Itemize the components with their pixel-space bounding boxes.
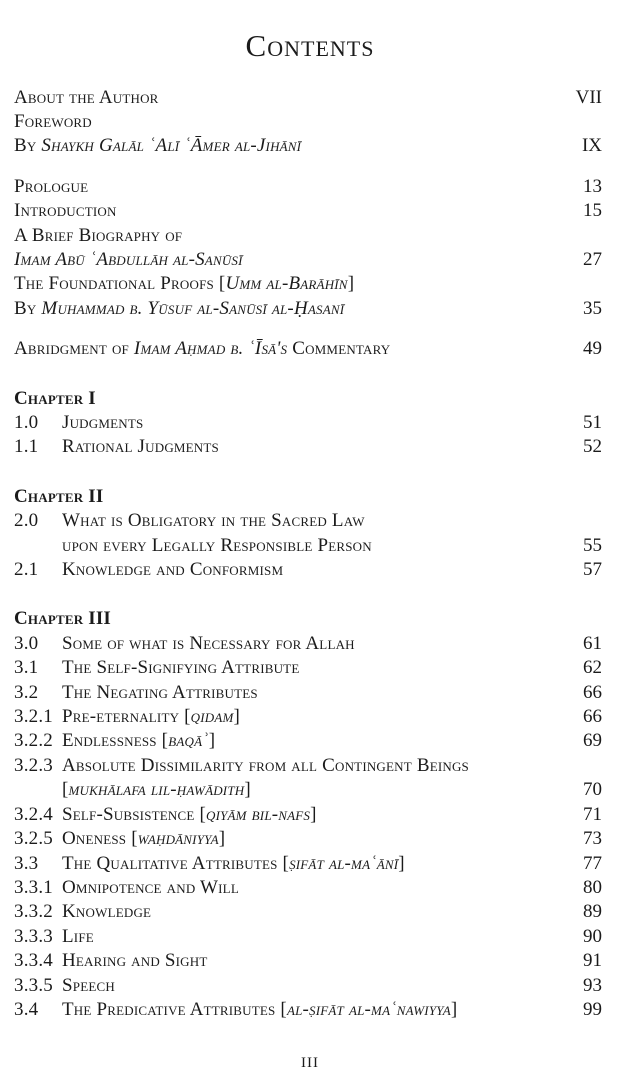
toc-entry	[14, 534, 602, 558]
toc-entry	[14, 681, 602, 705]
toc-entry	[14, 729, 602, 753]
toc-entry-title: Oneness [waḥdāniyya]	[62, 828, 226, 850]
toc-entry	[14, 656, 602, 680]
toc-chapter-heading	[14, 485, 602, 509]
toc-entry-title: Imam Abū ʿAbdullāh al-Sanūsī	[14, 248, 243, 270]
toc-entry-page: 80	[583, 876, 602, 898]
toc-entry-title: Prologue	[14, 175, 89, 197]
toc-entry-number: 1.0	[14, 412, 39, 433]
toc-entry-page: IX	[581, 135, 602, 157]
toc-entry-title: Judgments	[62, 412, 144, 433]
toc-entry-page: 69	[583, 730, 602, 752]
toc-entry	[14, 632, 602, 656]
toc-entry-title: Abridgment of Imam Aḥmad b. ʿĪsā's Commentary	[14, 338, 391, 360]
toc-entry-page: 66	[583, 706, 602, 728]
toc-entry-title: The Negating Attributes	[62, 681, 258, 703]
toc-entry-page: 51	[583, 412, 602, 433]
toc-entry	[14, 224, 602, 248]
toc-entry-page: 49	[583, 338, 602, 360]
toc-entry	[14, 876, 602, 900]
toc-entry-page: 15	[583, 200, 602, 222]
toc-entry-title: By Shaykh Galāl ʿAlī ʿĀmer al-Jihānī	[14, 135, 302, 157]
toc-entry	[14, 803, 602, 827]
toc-entry-page: 99	[583, 998, 602, 1020]
toc-entry	[14, 754, 602, 778]
toc-entry	[14, 925, 602, 949]
toc-entry-title: Speech	[62, 974, 115, 996]
toc-entry-number: 3.3.5	[14, 974, 53, 996]
toc-entry	[14, 411, 602, 435]
toc-entry	[14, 778, 602, 802]
toc-entry	[14, 949, 602, 973]
toc-entry-page: 91	[583, 950, 602, 972]
toc-entry-title: Chapter III	[14, 608, 112, 630]
toc-entry	[14, 134, 602, 158]
toc-entry-number: 2.0	[14, 510, 39, 532]
toc-entry-title: Rational Judgments	[62, 436, 219, 458]
toc-entry-title: The Self-Signifying Attribute	[62, 657, 300, 679]
toc-entry-page: 35	[583, 297, 602, 319]
toc-entry-number: 3.3.1	[14, 876, 53, 898]
toc-entry-page: 55	[583, 534, 602, 556]
toc-entry-page: 66	[583, 681, 602, 703]
toc-entry-page: 73	[583, 828, 602, 850]
toc-entry	[14, 852, 602, 876]
toc-entry-title: [mukhālafa lil-ḥawādith]	[62, 779, 251, 801]
toc-entry-number: 2.1	[14, 559, 39, 581]
toc-entry-title: What is Obligatory in the Sacred Law	[62, 510, 365, 532]
toc-entry-title: The Predicative Attributes [al-ṣifāt al-maʿnawiyya]	[62, 998, 458, 1020]
contents-page	[0, 21, 620, 1084]
toc-entry-number: 3.0	[14, 632, 39, 654]
toc-entry-title: Absolute Dissimilarity from all Contingent Beings	[62, 754, 469, 776]
toc-entry-title: Chapter I	[14, 387, 96, 409]
page-title: Contents	[245, 27, 375, 63]
toc-entry-page: 52	[583, 436, 602, 458]
toc-entry-number: 3.3	[14, 852, 39, 874]
toc-entry-page: 57	[583, 559, 602, 581]
toc-entry-title: Omnipotence and Will	[62, 876, 239, 898]
toc-entry-title: Knowledge and Conformism	[62, 559, 284, 581]
toc-entry-title: Chapter II	[14, 485, 104, 507]
toc-entry	[14, 998, 602, 1022]
toc-entry-page: 70	[583, 779, 602, 801]
toc-entry	[14, 509, 602, 533]
toc-entry-page: VII	[575, 86, 602, 108]
toc-entry	[14, 297, 602, 321]
toc-chapter-heading	[14, 607, 602, 631]
toc-entry	[14, 337, 602, 361]
toc-entry-number: 1.1	[14, 436, 39, 458]
toc-entry-page: 93	[583, 974, 602, 996]
toc-entry-title: Life	[62, 925, 94, 947]
toc-list	[0, 86, 620, 1023]
toc-entry-title: Pre-eternality [qidam]	[62, 706, 241, 728]
toc-entry-number: 3.3.4	[14, 950, 53, 972]
toc-entry	[14, 86, 602, 110]
toc-entry-number: 3.2.3	[14, 754, 53, 776]
toc-entry	[14, 110, 602, 134]
toc-chapter-heading	[14, 387, 602, 411]
toc-entry	[14, 272, 602, 296]
toc-entry-page: 71	[583, 803, 602, 825]
toc-entry-title: Knowledge	[62, 901, 152, 923]
toc-entry	[14, 900, 602, 924]
toc-entry	[14, 175, 602, 199]
toc-entry	[14, 435, 602, 459]
toc-entry-number: 3.2	[14, 681, 39, 703]
toc-entry-title: By Muhammad b. Yūsuf al-Sanūsī al-Ḥasanī	[14, 297, 345, 319]
toc-entry	[14, 827, 602, 851]
toc-entry	[14, 248, 602, 272]
toc-entry-title: Endlessness [baqāʾ]	[62, 730, 216, 752]
toc-entry-number: 3.4	[14, 998, 39, 1020]
toc-entry	[14, 974, 602, 998]
toc-entry-page: 89	[583, 901, 602, 923]
toc-entry-title: Some of what is Necessary for Allah	[62, 632, 355, 654]
toc-entry-number: 3.2.4	[14, 803, 53, 825]
toc-entry-title: upon every Legally Responsible Person	[62, 534, 372, 556]
toc-entry-page: 90	[583, 925, 602, 947]
toc-entry-page: 13	[583, 175, 602, 197]
toc-entry-number: 3.2.2	[14, 730, 53, 752]
toc-entry-number: 3.3.2	[14, 901, 53, 923]
toc-entry-title: A Brief Biography of	[14, 224, 183, 246]
toc-entry-title: Hearing and Sight	[62, 950, 208, 972]
toc-entry	[14, 705, 602, 729]
folio-page-number: III	[301, 1054, 319, 1071]
toc-entry-title: Self-Subsistence [qiyām bil-nafs]	[62, 803, 317, 825]
toc-entry-title: Introduction	[14, 200, 117, 222]
toc-entry-page: 61	[583, 632, 602, 654]
toc-entry-page: 27	[583, 248, 602, 270]
toc-entry-title: About the Author	[14, 86, 159, 108]
toc-entry	[14, 199, 602, 223]
toc-entry-page: 62	[583, 657, 602, 679]
toc-entry-number: 3.1	[14, 657, 39, 679]
toc-entry-page: 77	[583, 852, 602, 874]
toc-entry-title: The Foundational Proofs [Umm al-Barāhīn]	[14, 273, 355, 295]
toc-entry-number: 3.3.3	[14, 925, 53, 947]
toc-entry-title: The Qualitative Attributes [ṣifāt al-maʿānī]	[62, 852, 405, 874]
toc-entry-title: Foreword	[14, 110, 92, 132]
toc-entry-number: 3.2.5	[14, 828, 53, 850]
toc-entry-number: 3.2.1	[14, 706, 53, 728]
toc-entry	[14, 558, 602, 582]
